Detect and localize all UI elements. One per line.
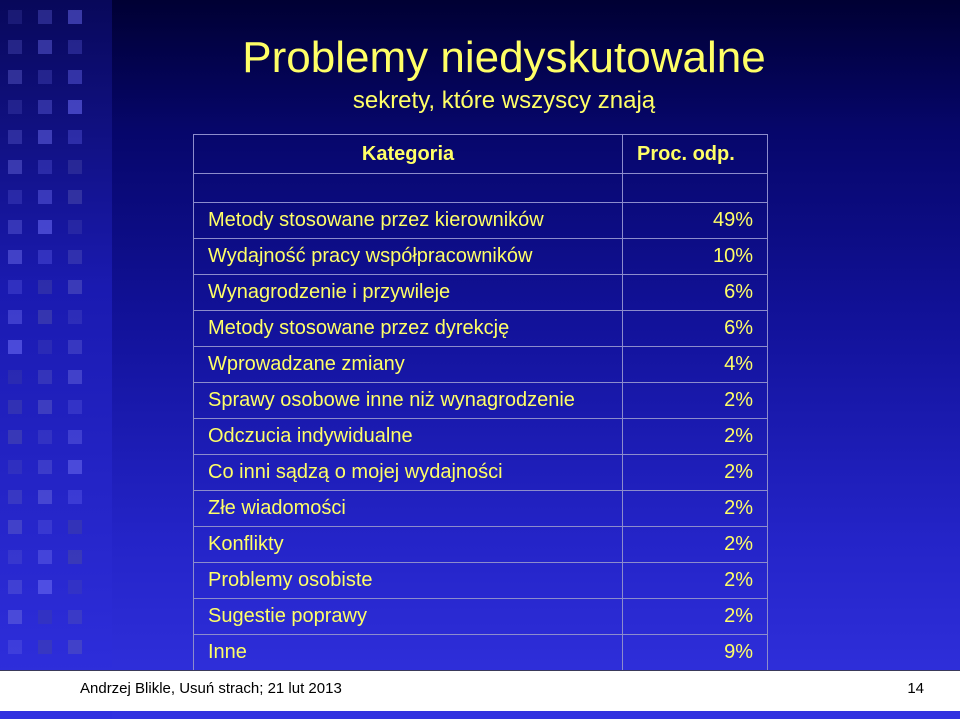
row-category: Wprowadzane zmiany: [194, 347, 623, 383]
decorative-square: [68, 460, 82, 474]
decorative-square: [8, 130, 22, 144]
decorative-square: [68, 490, 82, 504]
row-category: Sugestie poprawy: [194, 599, 623, 635]
row-percent: 2%: [623, 491, 768, 527]
row-category: Metody stosowane przez dyrekcję: [194, 311, 623, 347]
decorative-square: [68, 640, 82, 654]
table-row: [194, 455, 768, 491]
decorative-square: [8, 370, 22, 384]
table-row: [194, 239, 768, 275]
row-percent: 2%: [623, 527, 768, 563]
decorative-square: [68, 310, 82, 324]
decorative-square: [8, 580, 22, 594]
decorative-square: [8, 640, 22, 654]
decorative-square: [8, 220, 22, 234]
decorative-square: [8, 310, 22, 324]
decorative-square: [68, 220, 82, 234]
decorative-square: [8, 10, 22, 24]
row-percent: 2%: [623, 383, 768, 419]
row-category: Co inni sądzą o mojej wydajności: [194, 455, 623, 491]
row-category: Wydajność pracy współpracowników: [194, 239, 623, 275]
decorative-square: [38, 340, 52, 354]
row-percent: 6%: [623, 275, 768, 311]
header-category: Kategoria: [194, 135, 623, 174]
row-percent: 49%: [623, 203, 768, 239]
decorative-square: [68, 190, 82, 204]
decorative-square: [8, 430, 22, 444]
decorative-square: [8, 550, 22, 564]
table-row: [194, 275, 768, 311]
decorative-square: [68, 280, 82, 294]
table-row: [194, 635, 768, 671]
decorative-square: [68, 130, 82, 144]
decorative-square: [38, 400, 52, 414]
decorative-square: [8, 160, 22, 174]
decorative-square: [68, 250, 82, 264]
row-percent: 10%: [623, 239, 768, 275]
row-category: Złe wiadomości: [194, 491, 623, 527]
table-row: [194, 203, 768, 239]
decorative-square: [38, 580, 52, 594]
footer-author: Andrzej Blikle, Usuń strach; 21 lut 2013: [80, 680, 342, 697]
decorative-square: [8, 190, 22, 204]
row-category: Odczucia indywidualne: [194, 419, 623, 455]
row-category: Problemy osobiste: [194, 563, 623, 599]
slide-title: Problemy niedyskutowalne: [242, 33, 766, 82]
decorative-square: [38, 190, 52, 204]
row-percent: 2%: [623, 563, 768, 599]
decorative-square: [38, 550, 52, 564]
row-percent: 6%: [623, 311, 768, 347]
decorative-square: [38, 280, 52, 294]
decorative-square: [38, 640, 52, 654]
table-header-row: [194, 135, 768, 174]
table-row: [194, 347, 768, 383]
decorative-square: [38, 490, 52, 504]
table-row: [194, 527, 768, 563]
decorative-square: [38, 310, 52, 324]
table-row: [194, 419, 768, 455]
table-row: [194, 599, 768, 635]
row-category: Konflikty: [194, 527, 623, 563]
decorative-square: [38, 250, 52, 264]
decorative-square: [38, 610, 52, 624]
row-percent: 2%: [623, 455, 768, 491]
slide-subtitle: sekrety, które wszyscy znają: [352, 87, 656, 114]
decorative-square: [38, 130, 52, 144]
decorative-square: [8, 490, 22, 504]
table-row: [194, 563, 768, 599]
decorative-square: [68, 520, 82, 534]
decorative-square: [68, 550, 82, 564]
decorative-square: [38, 160, 52, 174]
decorative-square: [68, 160, 82, 174]
decorative-square: [68, 430, 82, 444]
decorative-square: [68, 610, 82, 624]
table-row: [194, 383, 768, 419]
decorative-square: [38, 430, 52, 444]
row-percent: 4%: [623, 347, 768, 383]
row-category: Wynagrodzenie i przywileje: [194, 275, 623, 311]
decorative-square: [68, 340, 82, 354]
decorative-square: [8, 520, 22, 534]
decorative-square: [68, 400, 82, 414]
decorative-square: [38, 460, 52, 474]
decorative-square: [68, 370, 82, 384]
row-percent: 2%: [623, 599, 768, 635]
row-category: Metody stosowane przez kierowników: [194, 203, 623, 239]
decorative-square: [8, 400, 22, 414]
decorative-square: [8, 460, 22, 474]
decorative-square: [38, 220, 52, 234]
table-spacer-row: [194, 174, 768, 203]
decorative-square: [38, 520, 52, 534]
survey-table: [193, 134, 768, 671]
decorative-square: [8, 250, 22, 264]
decorative-square: [38, 370, 52, 384]
decorative-square: [8, 340, 22, 354]
decorative-square: [68, 10, 82, 24]
row-percent: 9%: [623, 635, 768, 671]
decorative-square: [8, 280, 22, 294]
header-percent: Proc. odp.: [623, 135, 768, 174]
decorative-square: [68, 580, 82, 594]
table-row: [194, 491, 768, 527]
row-category: Inne: [194, 635, 623, 671]
decorative-square: [8, 610, 22, 624]
row-category: Sprawy osobowe inne niż wynagrodzenie: [194, 383, 623, 419]
row-percent: 2%: [623, 419, 768, 455]
table-row: [194, 311, 768, 347]
page-number: 14: [907, 680, 924, 697]
decorative-square: [38, 10, 52, 24]
